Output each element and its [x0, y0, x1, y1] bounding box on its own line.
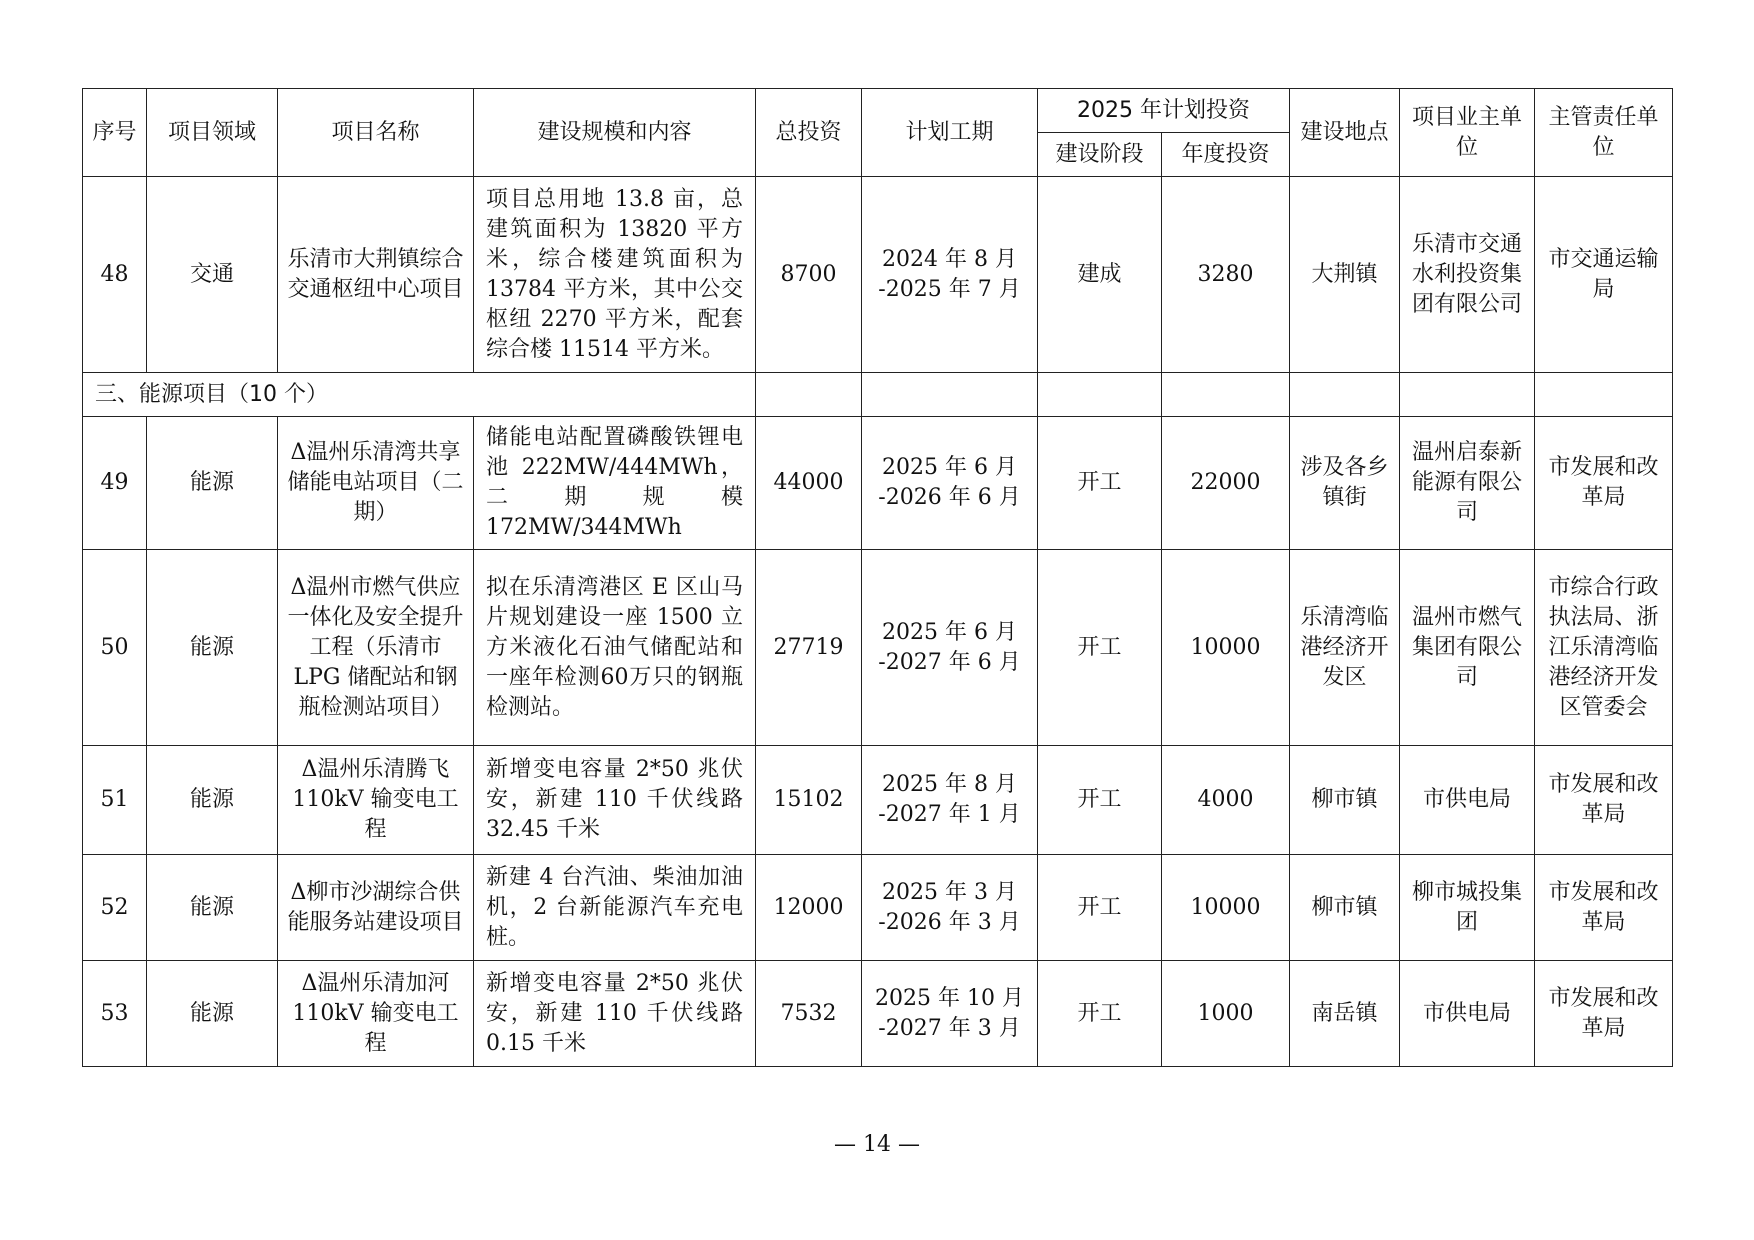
cell-seq: 50 [83, 550, 147, 746]
header-annual: 年度投资 [1162, 133, 1290, 177]
cell-total: 15102 [756, 746, 862, 855]
cell-authority: 市交通运输局 [1535, 177, 1673, 373]
cell-authority: 市综合行政执法局、浙江乐清湾临港经济开发区管委会 [1535, 550, 1673, 746]
header-owner: 项目业主单位 [1400, 89, 1535, 177]
cell-annual: 10000 [1162, 855, 1290, 961]
cell-field: 能源 [147, 417, 278, 550]
cell-total: 12000 [756, 855, 862, 961]
header-seq: 序号 [83, 89, 147, 177]
table-row [83, 177, 1673, 373]
header-field: 项目领域 [147, 89, 278, 177]
cell-annual: 3280 [1162, 177, 1290, 373]
cell-scope: 新建 4 台汽油、柴油加油机，2 台新能源汽车充电桩。 [474, 855, 756, 961]
cell-annual: 10000 [1162, 550, 1290, 746]
cell-owner: 市供电局 [1400, 961, 1535, 1067]
cell-location: 乐清湾临港经济开发区 [1290, 550, 1400, 746]
cell-field: 能源 [147, 855, 278, 961]
cell-field: 能源 [147, 550, 278, 746]
table-row [83, 855, 1673, 961]
cell-stage: 建成 [1038, 177, 1162, 373]
cell-stage: 开工 [1038, 417, 1162, 550]
header-name: 项目名称 [278, 89, 474, 177]
table-row [83, 417, 1673, 550]
header-total: 总投资 [756, 89, 862, 177]
cell-name: Δ温州市燃气供应一体化及安全提升工程（乐清市 LPG 储配站和钢瓶检测站项目） [278, 550, 474, 746]
cell-field: 能源 [147, 746, 278, 855]
cell-owner: 温州启泰新能源有限公司 [1400, 417, 1535, 550]
cell-scope: 新增变电容量 2*50 兆伏安，新建 110 千伏线路 32.45 千米 [474, 746, 756, 855]
cell-stage: 开工 [1038, 855, 1162, 961]
cell-annual: 4000 [1162, 746, 1290, 855]
header-stage: 建设阶段 [1038, 133, 1162, 177]
section-row [83, 373, 1673, 417]
cell-owner: 乐清市交通水利投资集团有限公司 [1400, 177, 1535, 373]
cell-field: 交通 [147, 177, 278, 373]
page-number: — 14 — [834, 1132, 920, 1157]
cell-annual: 22000 [1162, 417, 1290, 550]
cell-total: 44000 [756, 417, 862, 550]
cell-location: 大荆镇 [1290, 177, 1400, 373]
cell-period: 2024 年 8 月 -2025 年 7 月 [862, 177, 1038, 373]
cell-name: 乐清市大荆镇综合交通枢纽中心项目 [278, 177, 474, 373]
cell-seq: 52 [83, 855, 147, 961]
cell-total: 27719 [756, 550, 862, 746]
cell-period: 2025 年 10 月 -2027 年 3 月 [862, 961, 1038, 1067]
cell-seq: 51 [83, 746, 147, 855]
cell-location: 南岳镇 [1290, 961, 1400, 1067]
table-row [83, 961, 1673, 1067]
cell-stage: 开工 [1038, 961, 1162, 1067]
cell-seq: 49 [83, 417, 147, 550]
cell-period: 2025 年 6 月 -2027 年 6 月 [862, 550, 1038, 746]
cell-scope: 项目总用地 13.8 亩，总建筑面积为 13820 平方米，综合楼建筑面积为13784 平方米，其中公交枢纽 2270 平方米，配套综合楼 11514 平方米。 [474, 177, 756, 373]
cell-owner: 市供电局 [1400, 746, 1535, 855]
cell-authority: 市发展和改革局 [1535, 855, 1673, 961]
cell-period: 2025 年 3 月 -2026 年 3 月 [862, 855, 1038, 961]
header-period: 计划工期 [862, 89, 1038, 177]
cell-scope: 储能电站配置磷酸铁锂电池 222MW/444MWh，二期规模 172MW/344MWh [474, 417, 756, 550]
cell-name: Δ柳市沙湖综合供能服务站建设项目 [278, 855, 474, 961]
cell-period: 2025 年 6 月 -2026 年 6 月 [862, 417, 1038, 550]
cell-name: Δ温州乐清湾共享储能电站项目（二期） [278, 417, 474, 550]
cell-seq: 53 [83, 961, 147, 1067]
cell-annual: 1000 [1162, 961, 1290, 1067]
header-plan-2025: 2025 年计划投资 [1038, 89, 1290, 133]
cell-seq: 48 [83, 177, 147, 373]
cell-stage: 开工 [1038, 550, 1162, 746]
cell-location: 柳市镇 [1290, 746, 1400, 855]
cell-location: 柳市镇 [1290, 855, 1400, 961]
cell-location: 涉及各乡镇街 [1290, 417, 1400, 550]
header-authority: 主管责任单位 [1535, 89, 1673, 177]
header-scope: 建设规模和内容 [474, 89, 756, 177]
section-title: 三、能源项目（10 个） [83, 373, 756, 417]
cell-scope: 拟在乐清湾港区 E 区山马片规划建设一座 1500 立方米液化石油气储配站和一座年检测60万只的钢瓶检测站。 [474, 550, 756, 746]
header-location: 建设地点 [1290, 89, 1400, 177]
cell-name: Δ温州乐清腾飞 110kV 输变电工程 [278, 746, 474, 855]
cell-field: 能源 [147, 961, 278, 1067]
cell-scope: 新增变电容量 2*50 兆伏安，新建 110 千伏线路 0.15 千米 [474, 961, 756, 1067]
cell-authority: 市发展和改革局 [1535, 746, 1673, 855]
project-table [82, 88, 1673, 1067]
cell-period: 2025 年 8 月 -2027 年 1 月 [862, 746, 1038, 855]
cell-authority: 市发展和改革局 [1535, 417, 1673, 550]
cell-name: Δ温州乐清加河 110kV 输变电工程 [278, 961, 474, 1067]
cell-owner: 柳市城投集团 [1400, 855, 1535, 961]
table-row [83, 550, 1673, 746]
cell-total: 7532 [756, 961, 862, 1067]
cell-authority: 市发展和改革局 [1535, 961, 1673, 1067]
table-row [83, 746, 1673, 855]
cell-total: 8700 [756, 177, 862, 373]
cell-stage: 开工 [1038, 746, 1162, 855]
cell-owner: 温州市燃气集团有限公司 [1400, 550, 1535, 746]
